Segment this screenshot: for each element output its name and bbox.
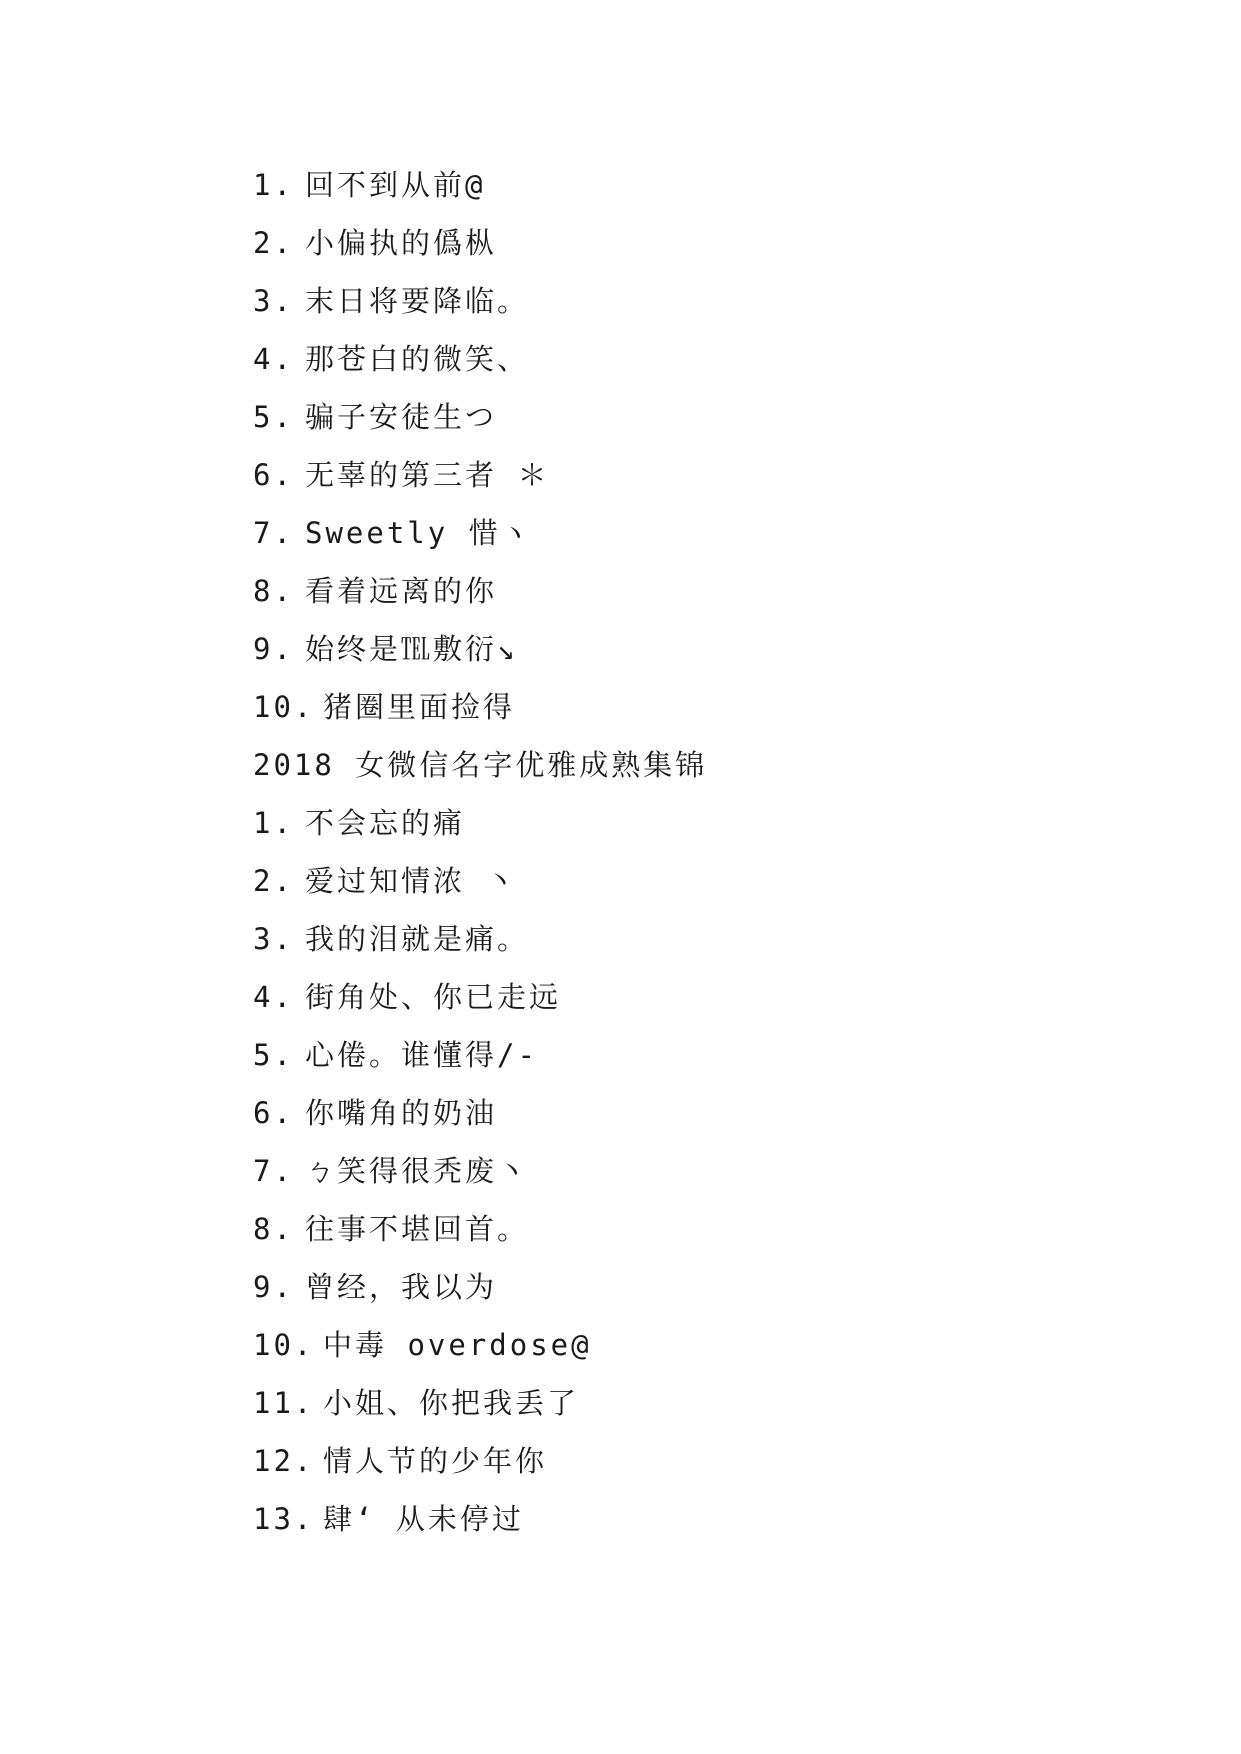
item-number: 12. bbox=[253, 1444, 315, 1478]
item-number: 9. bbox=[253, 632, 294, 666]
item-text: 曾经，我以为 bbox=[305, 1270, 498, 1304]
item-number: 13. bbox=[253, 1502, 315, 1536]
item-text: 我的泪就是痛。 bbox=[305, 922, 530, 956]
list-item bbox=[253, 446, 1153, 504]
item-text: Sweetly 惜ヽ bbox=[305, 516, 533, 550]
item-number: 2. bbox=[253, 226, 294, 260]
item-text: 无辜的第三者 ＊ bbox=[305, 458, 550, 492]
item-text: ㄅ笑得很秃废丶 bbox=[305, 1154, 530, 1188]
item-text: 骗子安徒生つ bbox=[305, 400, 498, 434]
list-item bbox=[253, 1316, 1153, 1374]
item-number: 7. bbox=[253, 516, 294, 550]
list-item bbox=[253, 272, 1153, 330]
item-number: 3. bbox=[253, 284, 294, 318]
list-item bbox=[253, 1142, 1153, 1200]
item-number: 8. bbox=[253, 1212, 294, 1246]
item-number: 6. bbox=[253, 1096, 294, 1130]
list-item bbox=[253, 1432, 1153, 1490]
item-text: 始终是℡敷衍↘ bbox=[305, 632, 518, 666]
item-number: 7. bbox=[253, 1154, 294, 1188]
list-item bbox=[253, 678, 1153, 736]
document-content bbox=[253, 156, 1153, 1548]
item-number: 4. bbox=[253, 980, 294, 1014]
list-item bbox=[253, 388, 1153, 446]
item-text: 末日将要降临。 bbox=[305, 284, 530, 318]
item-number: 4. bbox=[253, 342, 294, 376]
list-item bbox=[253, 504, 1153, 562]
list-item bbox=[253, 910, 1153, 968]
list-item bbox=[253, 156, 1153, 214]
item-number: 10. bbox=[253, 690, 315, 724]
item-text: 回不到从前@ bbox=[305, 168, 486, 202]
item-text: 往事不堪回首。 bbox=[305, 1212, 530, 1246]
item-text: 情人节的少年你 bbox=[323, 1444, 548, 1478]
item-number: 1. bbox=[253, 806, 294, 840]
item-number: 11. bbox=[253, 1386, 315, 1420]
list-item bbox=[253, 794, 1153, 852]
list-item bbox=[253, 1084, 1153, 1142]
item-text: 那苍白的微笑、 bbox=[305, 342, 530, 376]
list-item bbox=[253, 852, 1153, 910]
item-text: 中毒 overdose@ bbox=[323, 1328, 592, 1362]
list-item bbox=[253, 1200, 1153, 1258]
item-number: 2. bbox=[253, 864, 294, 898]
item-number: 5. bbox=[253, 400, 294, 434]
item-number: 5. bbox=[253, 1038, 294, 1072]
item-text: 肆‘ 从未停过 bbox=[323, 1502, 524, 1536]
list-item bbox=[253, 1258, 1153, 1316]
item-number: 1. bbox=[253, 168, 294, 202]
item-text: 小姐、你把我丢了 bbox=[323, 1386, 580, 1420]
item-number: 6. bbox=[253, 458, 294, 492]
item-text: 你嘴角的奶油 bbox=[305, 1096, 498, 1130]
item-number: 10. bbox=[253, 1328, 315, 1362]
item-text: 不会忘的痛 bbox=[305, 806, 466, 840]
item-text: 爱过知情浓 丶 bbox=[305, 864, 518, 898]
item-text: 心倦。谁懂得/- bbox=[305, 1038, 538, 1072]
list-item bbox=[253, 968, 1153, 1026]
item-text: 小偏执的僞枞 bbox=[305, 226, 498, 260]
list-item bbox=[253, 1490, 1153, 1548]
list-item bbox=[253, 330, 1153, 388]
item-number: 9. bbox=[253, 1270, 294, 1304]
list-item bbox=[253, 1026, 1153, 1084]
item-text: 猪圈里面捡得 bbox=[323, 690, 516, 724]
list-item bbox=[253, 1374, 1153, 1432]
section-heading: 2018 女微信名字优雅成熟集锦 bbox=[253, 748, 708, 782]
item-text: 看着远离的你 bbox=[305, 574, 498, 608]
item-number: 3. bbox=[253, 922, 294, 956]
list-item bbox=[253, 620, 1153, 678]
list-item bbox=[253, 562, 1153, 620]
item-text: 街角处、你已走远 bbox=[305, 980, 562, 1014]
item-number: 8. bbox=[253, 574, 294, 608]
list-item bbox=[253, 214, 1153, 272]
